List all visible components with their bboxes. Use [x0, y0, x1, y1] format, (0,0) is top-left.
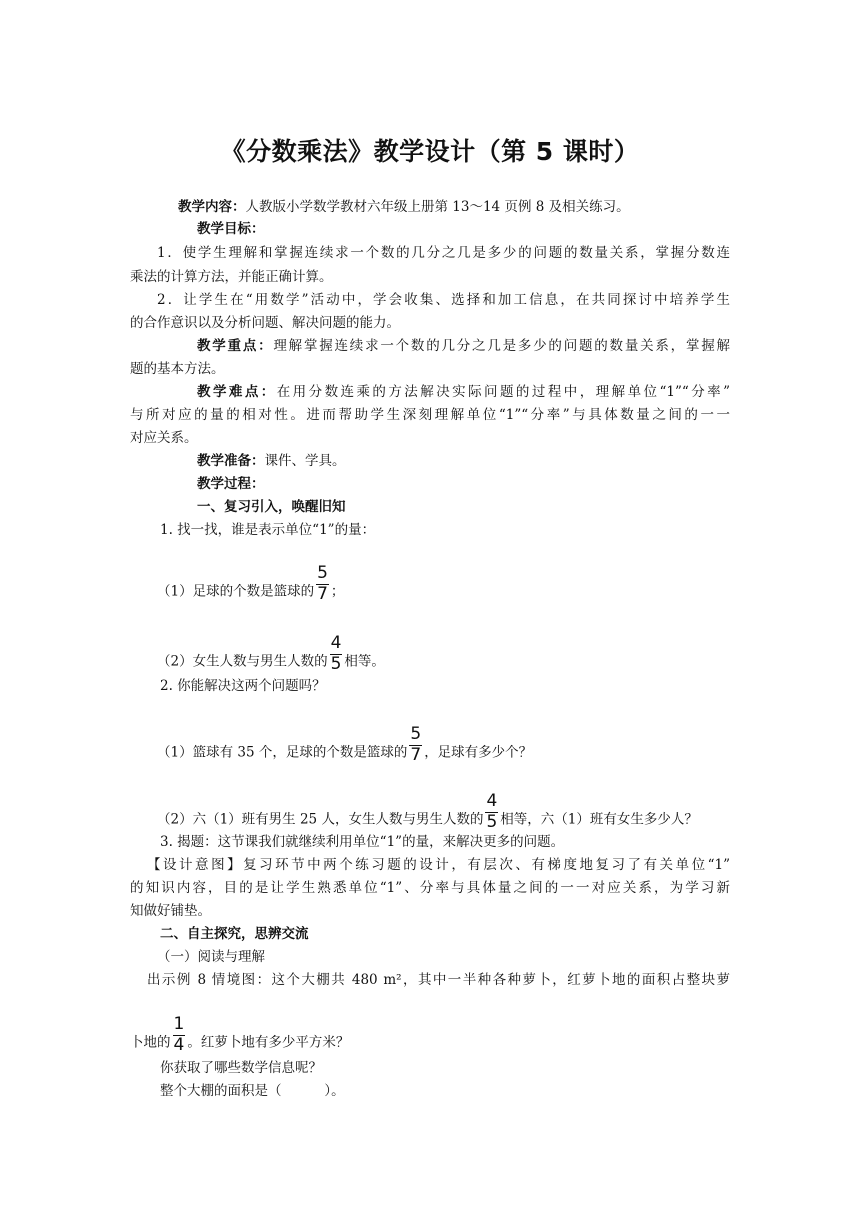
- prep-text: 课件、学具。: [264, 453, 346, 469]
- content-label: 教学内容：: [178, 199, 246, 215]
- question2-a: [157, 724, 757, 773]
- diff-line3: 对应关系。: [130, 430, 198, 446]
- goal1-line2: 乘法的计算方法，并能正确计算。: [130, 269, 333, 285]
- fraction-numerator: 4: [330, 633, 342, 653]
- question1-b-end: 相等。: [344, 653, 385, 670]
- fraction-5-7: [409, 725, 422, 765]
- diff-text: 在用分数连乘的方法解决实际问题的过程中，理解单位“1”“分率”: [276, 384, 730, 400]
- example-line2-text: 卜地的: [130, 1034, 171, 1051]
- key-line2: 题的基本方法。: [130, 361, 225, 377]
- question2-a-text: （1）篮球有 35 个，足球的个数是篮球的: [157, 744, 408, 761]
- fraction-denominator: 4: [173, 1035, 185, 1055]
- fraction-4-5: [330, 634, 343, 674]
- diff-line1: [197, 382, 730, 402]
- question1: 1. 找一找，谁是表示单位“1”的量：: [160, 522, 376, 538]
- question2-a-end: ，足球有多少个？: [424, 744, 533, 761]
- question1-a-end: ；: [330, 583, 345, 600]
- question1-b-text: （2）女生人数与男生人数的: [157, 653, 328, 670]
- goal1-line1: 1．使学生理解和掌握连续求一个数的几分之几是多少的问题的数量关系，掌握分数连: [157, 245, 730, 261]
- section2-heading: 二、自主探究，思辨交流: [160, 926, 309, 942]
- question2: 2. 你能解决这两个问题吗？: [160, 678, 326, 694]
- key-label: 教学重点：: [197, 338, 274, 354]
- intent-line2: 的知识内容，目的是让学生熟悉单位“1”、分率与具体量之间的一一对应关系，为学习新: [130, 880, 730, 896]
- example-line2-end: 。红萝卜地有多少平方米？: [187, 1034, 350, 1051]
- fraction-1-4: [173, 1015, 186, 1055]
- goals-label: 教学目标：: [197, 221, 265, 237]
- fraction-denominator: 7: [410, 745, 422, 765]
- fraction-numerator: 4: [486, 791, 498, 811]
- key-line1: [197, 336, 730, 356]
- fraction-5-7: [316, 564, 329, 604]
- example-line1: 出示例 8 情境图：这个大棚共 480 m²，其中一半种各种萝卜，红萝卜地的面积占整块萝: [147, 972, 730, 988]
- process-label: 教学过程：: [197, 476, 265, 492]
- intent-line3: 知做好铺垫。: [130, 903, 211, 919]
- question1-a-text: （1）足球的个数是篮球的: [157, 583, 315, 600]
- prep-line: [197, 451, 797, 471]
- prep-label: 教学准备：: [197, 453, 265, 469]
- key-text: 理解掌握连续求一个数的几分之几是多少的问题的数量关系，掌握解: [273, 338, 731, 354]
- section1-heading: 一、复习引入，唤醒旧知: [197, 499, 346, 515]
- diff-line2: 与所对应的量的相对性。进而帮助学生深刻理解单位“1”“分率”与具体数量之间的一一: [130, 407, 730, 423]
- subsection-heading: （一）阅读与理解: [157, 949, 265, 965]
- diff-label: 教学难点：: [197, 384, 277, 400]
- content-line: [178, 197, 778, 217]
- page-title: 《分数乘法》教学设计（第 5 课时）: [220, 137, 640, 166]
- fraction-numerator: 5: [317, 563, 328, 583]
- fraction-denominator: 5: [330, 654, 342, 674]
- goal2-line2: 的合作意识以及分析问题、解决问题的能力。: [130, 315, 400, 331]
- fraction-4-5: [485, 792, 498, 832]
- question2-b-text: （2）六（1）班有男生 25 人，女生人数与男生人数的: [157, 811, 484, 828]
- question1-a: [157, 563, 757, 612]
- goal2-line1: 2．让学生在“用数学”活动中，学会收集、选择和加工信息，在共同探讨中培养学生: [157, 292, 730, 308]
- content-text: 人教版小学数学教材六年级上册第 13～14 页例 8 及相关练习。: [245, 199, 630, 215]
- fraction-denominator: 5: [486, 812, 498, 832]
- question2-b-end: 相等，六（1）班有女生多少人？: [500, 811, 698, 828]
- fraction-denominator: 7: [317, 584, 328, 604]
- intent-line1: 【设计意图】复习环节中两个练习题的设计，有层次、有梯度地复习了有关单位“1”: [147, 857, 730, 873]
- fraction-numerator: 1: [173, 1014, 185, 1034]
- example-line2: [130, 1014, 730, 1063]
- area-question: 整个大棚的面积是（ ）。: [160, 1083, 345, 1099]
- info-question: 你获取了哪些数学信息呢？: [160, 1060, 322, 1076]
- fraction-numerator: 5: [410, 724, 422, 744]
- question3: 3. 揭题：这节课我们就继续利用单位“1”的量，来解决更多的问题。: [160, 834, 565, 850]
